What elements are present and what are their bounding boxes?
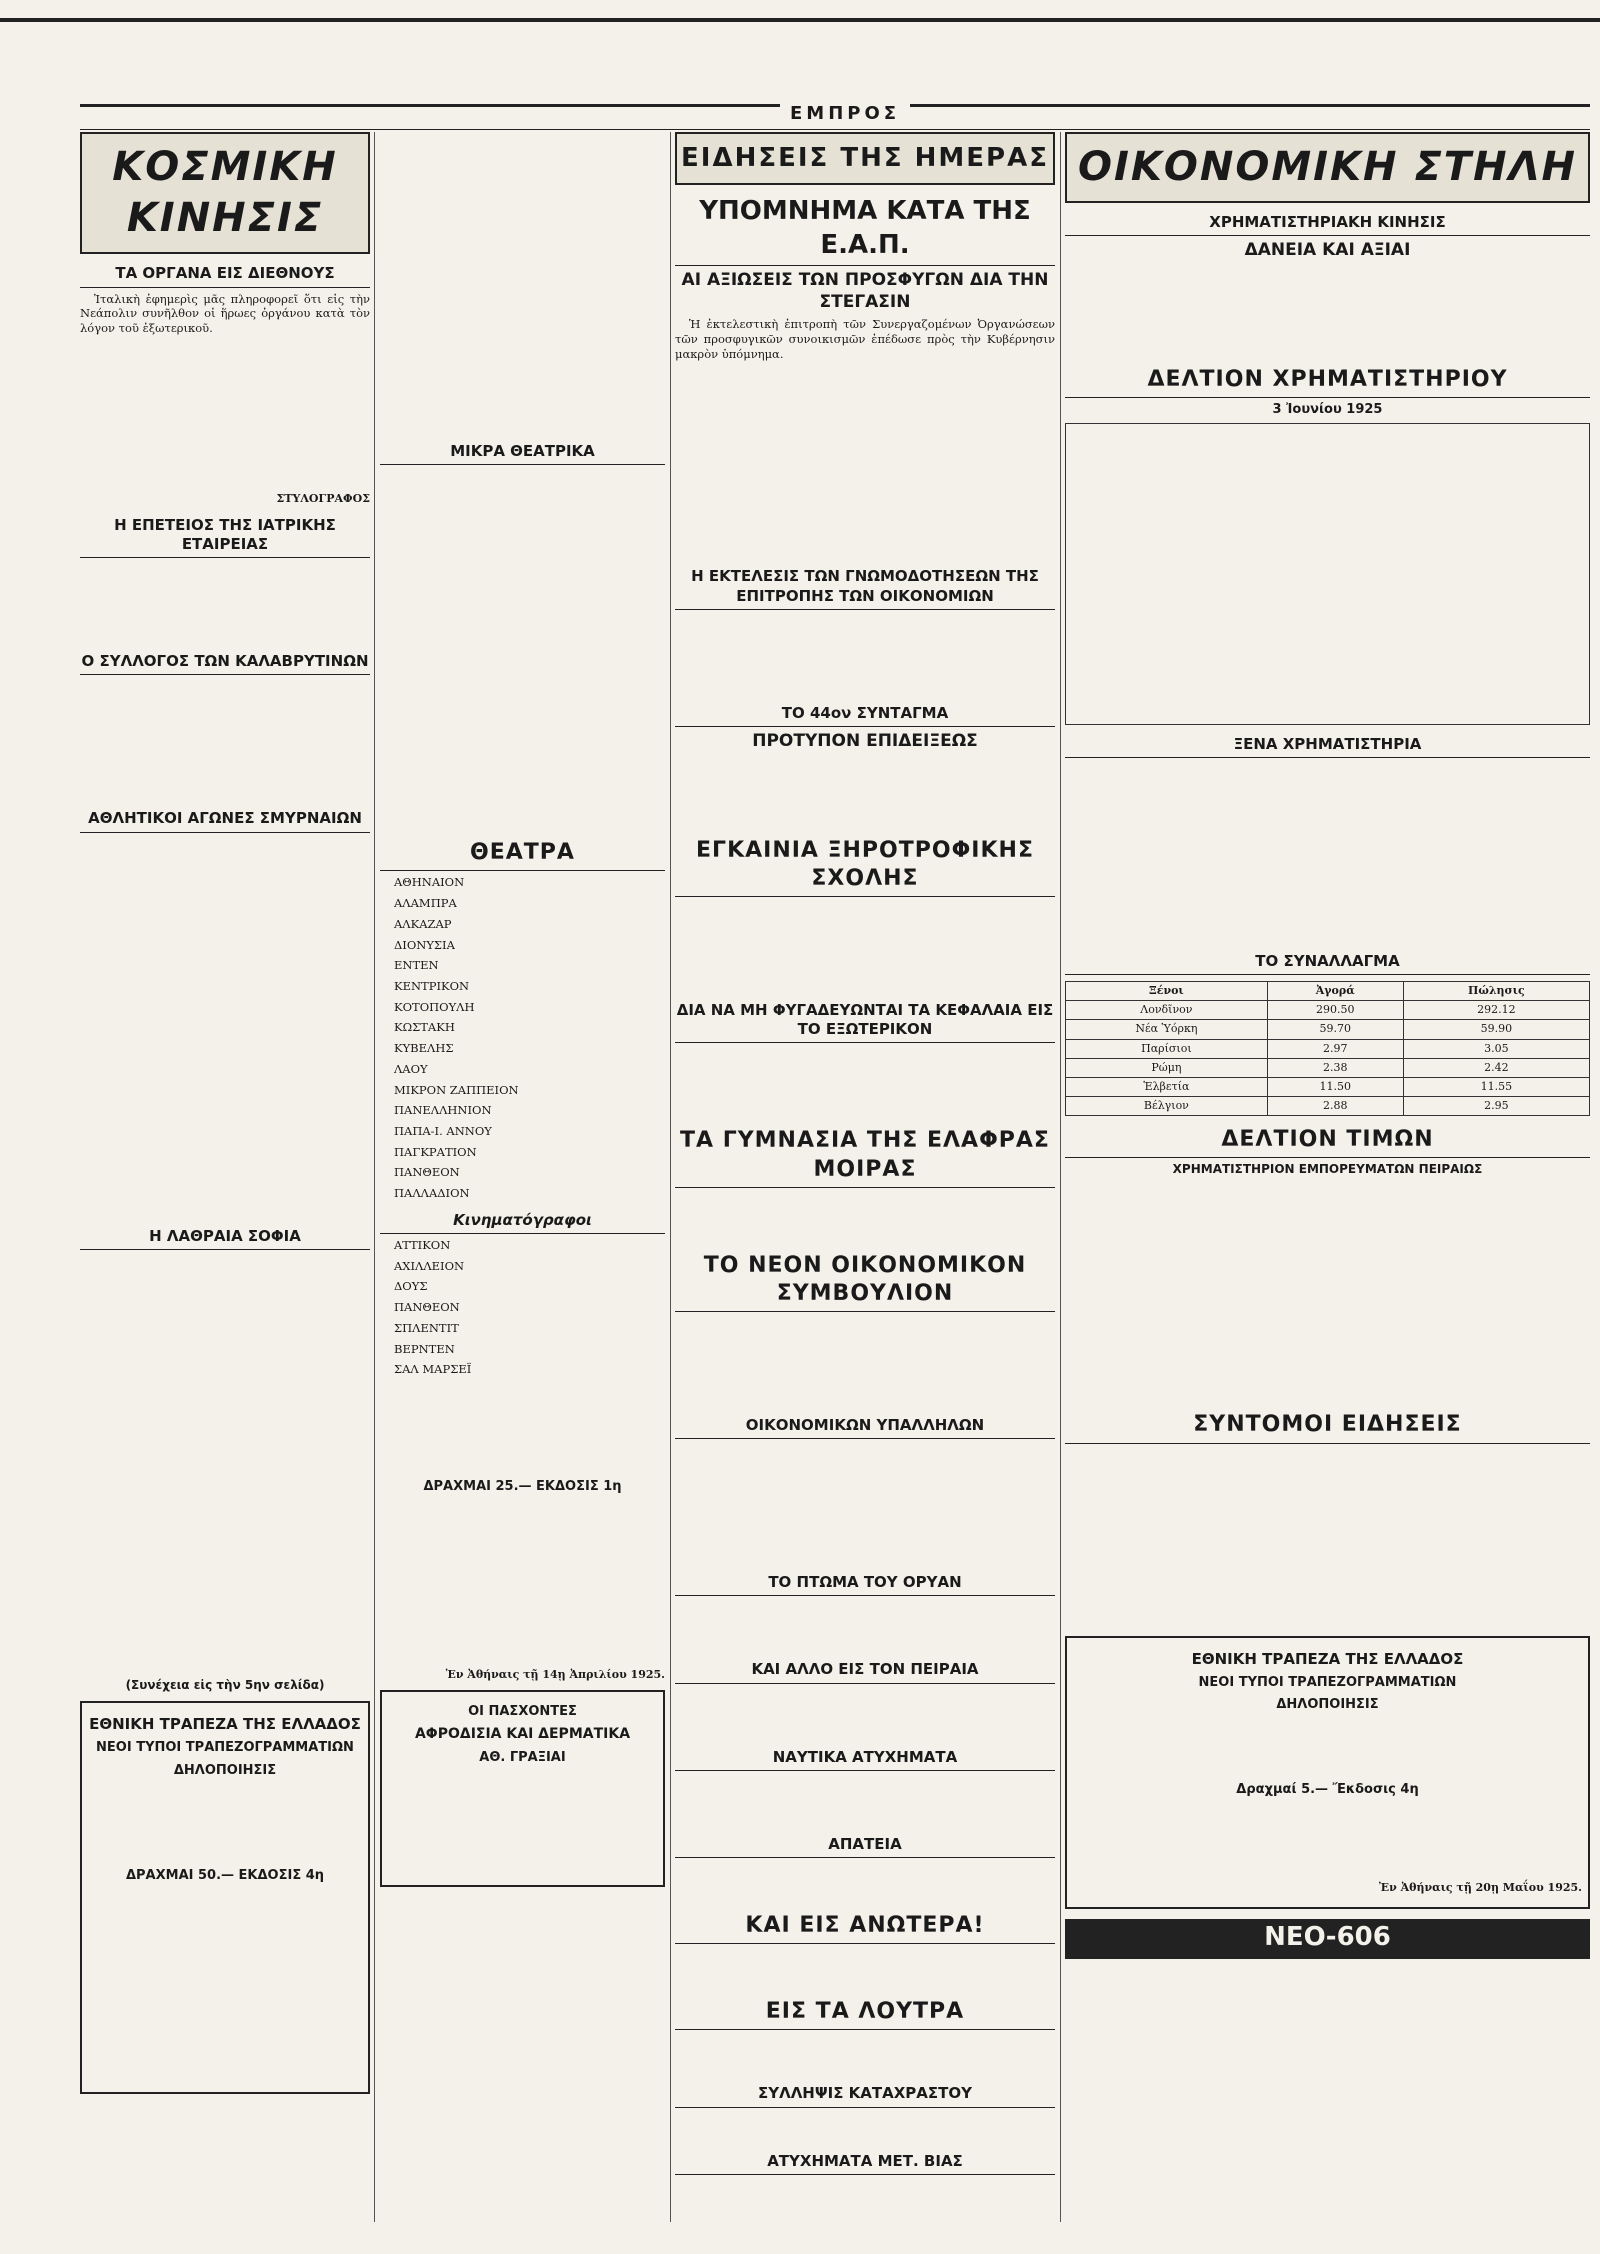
theatre-name: ΚΟΤΟΠΟΥΛΗ xyxy=(394,999,475,1014)
continuation-note: (Συνέχεια εἰς τὴν 5ην σελίδα) xyxy=(125,1677,325,1692)
illegible-text-block xyxy=(675,1443,1055,1563)
cinema-list xyxy=(380,1238,665,1377)
bank-notice-label: ΔΗΛΟΠΟΙΗΣΙΣ xyxy=(1276,1697,1379,1713)
table-cell: 292.12 xyxy=(1403,1001,1589,1020)
theatre-name: ΚΕΝΤΡΙΚΟΝ xyxy=(394,978,470,993)
table-cell: 2.88 xyxy=(1267,1096,1403,1115)
theatre-name: ΔΙΟΝΥΣΙΑ xyxy=(394,937,455,952)
section-banner-society: ΚΟΣΜΙΚΗ ΚΙΝΗΣΙΣ xyxy=(80,132,370,254)
article-headline: ΞΕΝΑ ΧΡΗΜΑΤΙΣΤΗΡΙΑ xyxy=(1065,735,1590,758)
table-cell: 59.90 xyxy=(1403,1020,1589,1039)
table-cell: 2.95 xyxy=(1403,1096,1589,1115)
article-headline: ΝΑΥΤΙΚΑ ΑΤΥΧΗΜΑΤΑ xyxy=(675,1748,1055,1771)
column-society xyxy=(80,132,370,2222)
section-banner-news: ΕΙΔΗΣΕΙΣ ΤΗΣ ΗΜΕΡΑΣ xyxy=(675,132,1055,185)
article-headline: ΤΟ ΝΕΟΝ ΟΙΚΟΝΟΜΙΚΟΝ ΣΥΜΒΟΥΛΙΟΝ xyxy=(675,1252,1055,1312)
stock-exchange-date: 3 Ἰουνίου 1925 xyxy=(1272,402,1383,418)
theatre-name: ΑΛΑΜΠΡΑ xyxy=(394,896,457,911)
theatres-heading: ΘΕΑΤΡΑ xyxy=(380,839,665,871)
illegible-text-block xyxy=(380,1498,665,1668)
table-cell: 11.55 xyxy=(1403,1077,1589,1096)
illegible-text-block xyxy=(80,342,370,492)
theatre-name: ΑΛΚΑΖΑΡ xyxy=(394,916,452,931)
illegible-text-block xyxy=(380,469,665,829)
cinema-name: ΣΑΛ ΜΑΡΣΕΪ xyxy=(394,1362,472,1377)
illegible-text-block xyxy=(80,679,370,799)
illegible-text-block xyxy=(675,1316,1055,1406)
article-headline: ΤΟ 44ον ΣΥΝΤΑΓΜΑ xyxy=(675,704,1055,727)
illegible-text-block xyxy=(80,562,370,642)
illegible-text-block xyxy=(1073,1801,1582,1881)
bank-notice-denomination: ΔΡΑΧΜΑΙ 25.— ΕΚΔΟΣΙΣ 1η xyxy=(423,1479,622,1495)
section-banner-finance: ΟΙΚΟΝΟΜΙΚΗ ΣΤΗΛΗ xyxy=(1065,132,1590,203)
table-cell: 2.38 xyxy=(1267,1058,1403,1077)
table-cell: 3.05 xyxy=(1403,1039,1589,1058)
stock-exchange-heading: ΔΕΛΤΙΟΝ ΧΡΗΜΑΤΙΣΤΗΡΙΟΥ xyxy=(1065,366,1590,398)
masthead xyxy=(80,104,1590,130)
price-bulletin-subheading: ΧΡΗΜΑΤΙΣΤΗΡΙΟΝ ΕΜΠΟΡΕΥΜΑΤΩΝ ΠΕΙΡΑΙΩΣ xyxy=(1172,1161,1483,1176)
column-rule xyxy=(670,132,671,2222)
column-rule xyxy=(1060,132,1061,2222)
article-headline: Η ΕΚΤΕΛΕΣΙΣ ΤΩΝ ΓΝΩΜΟΔΟΤΗΣΕΩΝ ΤΗΣ ΕΠΙΤΡΟΠΗΣ ΤΩΝ ΟΙΚΟΝΟΜΙΩΝ xyxy=(675,567,1055,609)
theatre-name: ΕΝΤΕΝ xyxy=(394,958,439,973)
illegible-text-block xyxy=(675,1600,1055,1650)
illegible-text-block xyxy=(1073,1716,1582,1776)
bank-notice-denomination: ΔΡΑΧΜΑΙ 50.— ΕΚΔΟΣΙΣ 4η xyxy=(125,1867,325,1883)
article-headline: ΣΥΛΛΗΨΙΣ ΚΑΤΑΧΡΑΣΤΟΥ xyxy=(675,2084,1055,2107)
column-rule xyxy=(374,132,375,2222)
bank-notice xyxy=(1065,1636,1590,1909)
illegible-text-block xyxy=(675,757,1055,827)
article-headline: ΚΑΙ ΑΛΛΟ ΕΙΣ ΤΟΝ ΠΕΙΡΑΙΑ xyxy=(675,1660,1055,1683)
theatre-name: ΑΘΗΝΑΙΟΝ xyxy=(394,875,465,890)
bank-notice xyxy=(80,1701,370,2094)
theatre-name: ΠΑΛΛΑΔΙΟΝ xyxy=(394,1186,470,1201)
illegible-text-block xyxy=(388,1769,657,1879)
column-finance xyxy=(1065,132,1590,2222)
ad-title: ΟΙ ΠΑΣΧΟΝΤΕΣ xyxy=(468,1703,577,1719)
cinema-name: ΔΟΥΣ xyxy=(394,1279,428,1294)
bank-notice-title: ΕΘΝΙΚΗ ΤΡΑΠΕΖΑ ΤΗΣ ΕΛΛΑΔΟΣ xyxy=(89,1715,361,1734)
bank-notice-subtitle: ΝΕΟΙ ΤΥΠΟΙ ΤΡΑΠΕΖΟΓΡΑΜΜΑΤΙΩΝ xyxy=(96,1740,354,1756)
column-news xyxy=(675,132,1055,2222)
notice-date: Ἐν Ἀθήναις τῇ 14ῃ Ἀπριλίου 1925. xyxy=(445,1667,665,1681)
cinema-name: ΑΤΤΙΚΟΝ xyxy=(394,1238,451,1253)
cinema-name: ΑΧΙΛΛΕΙΟΝ xyxy=(394,1258,465,1273)
illegible-table-block xyxy=(1065,423,1590,725)
illegible-text-block xyxy=(88,1886,362,2086)
illegible-text-block xyxy=(675,1862,1055,1902)
table-cell: 290.50 xyxy=(1267,1001,1403,1020)
column-theatre xyxy=(380,132,665,2222)
illegible-text-block xyxy=(88,1782,362,1862)
theatre-name: ΚΥΒΕΛΗΣ xyxy=(394,1041,454,1056)
theatre-name: ΚΩΣΤΑΚΗ xyxy=(394,1020,455,1035)
illegible-text-block xyxy=(675,1775,1055,1825)
article-headline: ΕΙΣ ΤΑ ΛΟΥΤΡΑ xyxy=(675,1998,1055,2030)
illegible-text-block xyxy=(380,132,665,432)
bank-notice-label: ΔΗΛΟΠΟΙΗΣΙΣ xyxy=(173,1762,277,1778)
article-headline: ΤΟ ΠΤΩΜΑ ΤΟΥ ΟΡΥΑΝ xyxy=(675,1573,1055,1596)
article-headline: ΤΟ ΣΥΝΑΛΛΑΓΜΑ xyxy=(1065,952,1590,975)
illegible-text-block xyxy=(675,1688,1055,1738)
illegible-text-block xyxy=(675,2179,1055,2209)
bank-notice-title: ΕΘΝΙΚΗ ΤΡΑΠΕΖΑ ΤΗΣ ΕΛΛΑΔΟΣ xyxy=(1191,1649,1464,1668)
masthead-name: ΕΜΠΡΟΣ xyxy=(780,103,910,124)
article-headline: ΤΑ ΓΥΜΝΑΣΙΑ ΤΗΣ ΕΛΑΦΡΑΣ ΜΟΙΡΑΣ xyxy=(675,1127,1055,1187)
table-cell: Νέα Ὑόρκη xyxy=(1066,1020,1268,1039)
theatre-name: ΠΑΝΕΛΛΗΝΙΟΝ xyxy=(394,1103,492,1118)
illegible-text-block xyxy=(80,837,370,1217)
table-cell: Βέλγιον xyxy=(1066,1096,1268,1115)
table-cell: 59.70 xyxy=(1267,1020,1403,1039)
bank-notice-subtitle: ΝΕΟΙ ΤΥΠΟΙ ΤΡΑΠΕΖΟΓΡΑΜΜΑΤΙΩΝ xyxy=(1198,1674,1457,1690)
illegible-text-block xyxy=(1065,762,1590,942)
theatre-name: ΛΑΟΥ xyxy=(394,1061,428,1076)
price-bulletin-heading: ΔΕΛΤΙΟΝ ΤΙΜΩΝ xyxy=(1065,1126,1590,1158)
article-headline: ΚΑΙ ΕΙΣ ΑΝΩΤΕΡΑ! xyxy=(675,1912,1055,1944)
top-border xyxy=(0,18,1600,22)
article-headline: Η ΛΑΘΡΑΙΑ ΣΟΦΙΑ xyxy=(80,1227,370,1250)
table-cell: 2.42 xyxy=(1403,1058,1589,1077)
table-cell: Παρίσιοι xyxy=(1066,1039,1268,1058)
article-text: Ἡ ἐκτελεστικὴ ἐπιτροπὴ τῶν Συνεργαζομένων Ὀργανώσεων τῶν προσφυγικῶν συνοικισμῶν ἐπέδωσε πρὸς τὴν Κυβέρνησιν μακρὸν ὑπόμνημα. xyxy=(675,317,1055,361)
cinema-name: ΣΠΛΕΝΤΙΤ xyxy=(394,1320,459,1335)
article-text: Ἰταλικὴ ἐφημερὶς μᾶς πληροφορεῖ ὅτι εἰς τὴν Νεάπολιν συνῆλθον οἱ ἥρωες ὀργάνου κατὰ τὸν λόγον τοῦ ἐξωτερικοῦ. xyxy=(80,291,370,335)
exchange-rate-table xyxy=(1065,981,1590,1116)
article-headline: ΑΤΥΧΗΜΑΤΑ ΜΕΤ. ΒΙΑΣ xyxy=(675,2152,1055,2175)
illegible-text-block xyxy=(1065,266,1590,356)
table-cell: 2.97 xyxy=(1267,1039,1403,1058)
notice-date: Ἐν Ἀθήναις τῇ 20ῃ Μαΐου 1925. xyxy=(1379,1880,1582,1894)
ad-subtitle: ΑΦΡΟΔΙΣΙΑ ΚΑΙ ΔΕΡΜΑΤΙΚΑ xyxy=(414,1726,631,1743)
article-subheadline: ΔΑΝΕΙΑ ΚΑΙ ΑΞΙΑΙ xyxy=(1244,240,1411,261)
theatre-name: ΠΑΝΘΕΟΝ xyxy=(394,1165,460,1180)
article-signature: ΣΤΥΛΟΓΡΑΦΟΣ xyxy=(276,491,370,505)
table-row xyxy=(1066,1058,1590,1077)
table-cell: 11.50 xyxy=(1267,1077,1403,1096)
article-headline: ΑΘΛΗΤΙΚΟΙ ΑΓΩΝΕΣ ΣΜΥΡΝΑΙΩΝ xyxy=(80,809,370,832)
theatre-name: ΠΑΠΑ-Ι. ΑΝΝΟΥ xyxy=(394,1123,492,1138)
table-header: Ἀγορά xyxy=(1267,982,1403,1001)
article-subheadline: ΠΡΟΤΥΠΟΝ ΕΠΙΔΕΙΞΕΩΣ xyxy=(752,731,978,752)
illegible-text-block xyxy=(675,1047,1055,1117)
table-row xyxy=(1066,1096,1590,1115)
illegible-text-block xyxy=(1065,1181,1590,1401)
illegible-text-block xyxy=(675,367,1055,557)
illegible-text-block xyxy=(675,614,1055,694)
article-headline: ΔΙΑ ΝΑ ΜΗ ΦΥΓΑΔΕΥΩΝΤΑΙ ΤΑ ΚΕΦΑΛΑΙΑ ΕΙΣ ΤΟ ΕΞΩΤΕΡΙΚΟΝ xyxy=(675,1001,1055,1043)
advertisement-headline: ΝΕΟ-606 xyxy=(1065,1919,1590,1959)
illegible-text-block xyxy=(1065,1448,1590,1628)
theatre-name: ΜΙΚΡΟΝ ΖΑΠΠΕΙΟΝ xyxy=(394,1082,519,1097)
cinema-name: ΒΕΡΝΤΕΝ xyxy=(394,1341,455,1356)
table-header: Πώλησις xyxy=(1403,982,1589,1001)
article-headline: ΣΥΝΤΟΜΟΙ ΕΙΔΗΣΕΙΣ xyxy=(1065,1411,1590,1443)
illegible-text-block xyxy=(1065,1963,1590,2053)
illegible-text-block xyxy=(80,1254,370,1674)
article-headline: ΕΓΚΑΙΝΙΑ ΞΗΡΟΤΡΟΦΙΚΗΣ ΣΧΟΛΗΣ xyxy=(675,837,1055,897)
article-headline: ΜΙΚΡΑ ΘΕΑΤΡΙΚΑ xyxy=(380,442,665,465)
table-cell: Λονδῖνον xyxy=(1066,1001,1268,1020)
bank-notice-denomination: Δραχμαί 5.— Ἔκδοσις 4η xyxy=(1236,1781,1419,1797)
table-row xyxy=(1066,1020,1590,1039)
table-row xyxy=(1066,1039,1590,1058)
table-cell: Ἑλβετία xyxy=(1066,1077,1268,1096)
illegible-text-block xyxy=(675,1192,1055,1242)
table-cell: Ρώμη xyxy=(1066,1058,1268,1077)
article-headline: ΧΡΗΜΑΤΙΣΤΗΡΙΑΚΗ ΚΙΝΗΣΙΣ xyxy=(1065,213,1590,236)
cinemas-heading: Κινηματόγραφοι xyxy=(380,1211,665,1234)
advertisement xyxy=(380,1690,665,1887)
illegible-text-block xyxy=(675,2112,1055,2142)
article-headline: ΟΙΚΟΝΟΜΙΚΩΝ ΥΠΑΛΛΗΛΩΝ xyxy=(675,1416,1055,1439)
article-headline: Ο ΣΥΛΛΟΓΟΣ ΤΩΝ ΚΑΛΑΒΡΥΤΙΝΩΝ xyxy=(80,652,370,675)
illegible-text-block xyxy=(675,2034,1055,2074)
table-row xyxy=(1066,1077,1590,1096)
article-headline: Η ΕΠΕΤΕΙΟΣ ΤΗΣ ΙΑΤΡΙΚΗΣ ΕΤΑΙΡΕΙΑΣ xyxy=(80,516,370,558)
cinema-name: ΠΑΝΘΕΟΝ xyxy=(394,1300,460,1315)
illegible-text-block xyxy=(675,1948,1055,1988)
theatre-name: ΠΑΓΚΡΑΤΙΟΝ xyxy=(394,1144,477,1159)
lead-headline: ΥΠΟΜΝΗΜΑ ΚΑΤΑ ΤΗΣ Ε.Α.Π. xyxy=(675,195,1055,266)
table-row xyxy=(1066,1001,1590,1020)
table-header: Ξένοι xyxy=(1066,982,1268,1001)
theatre-list xyxy=(380,875,665,1201)
illegible-text-block xyxy=(675,901,1055,991)
lead-subheadline: ΑΙ ΑΞΙΩΣΕΙΣ ΤΩΝ ΠΡΟΣΦΥΓΩΝ ΔΙΑ ΤΗΝ ΣΤΕΓΑΣΙΝ xyxy=(681,269,1049,312)
illegible-text-block xyxy=(380,1383,665,1473)
article-headline: ΤΑ ΟΡΓΑΝΑ ΕΙΣ ΔΙΕΘΝΟΥΣ xyxy=(80,264,370,287)
article-headline: ΑΠΑΤΕΙΑ xyxy=(675,1835,1055,1858)
ad-name: ΑΘ. ΓΡΑΞΙΑΙ xyxy=(479,1750,566,1766)
